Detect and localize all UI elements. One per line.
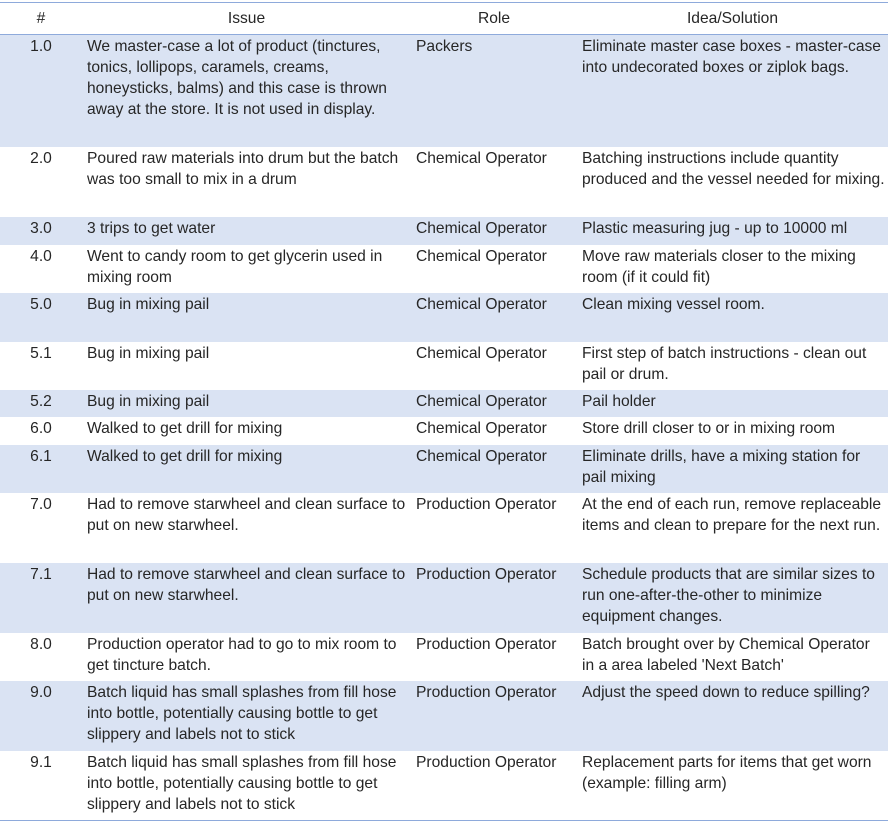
row-role: Production Operator — [416, 753, 557, 771]
table-row — [0, 417, 888, 445]
row-number: 2.0 — [30, 149, 52, 167]
table-row — [0, 245, 888, 293]
table-row — [0, 147, 888, 217]
row-issue: Walked to get drill for mixing — [82, 445, 411, 493]
row-role: Chemical Operator — [416, 344, 547, 362]
row-issue: Bug in mixing pail — [87, 344, 210, 362]
row-role: Production Operator — [416, 635, 557, 653]
row-number: 7.0 — [30, 495, 52, 513]
row-idea: At the end of each run, remove replaceable items and clean to prepare for the next run. — [582, 495, 882, 534]
row-role: Chemical Operator — [416, 419, 547, 437]
row-role: Production Operator — [411, 563, 577, 633]
row-issue: Had to remove starwheel and clean surface to put on new starwheel. — [87, 495, 406, 534]
row-issue: Production operator had to go to mix room to get tincture batch. — [87, 635, 397, 674]
row-number: 6.1 — [0, 445, 82, 493]
table-header — [0, 3, 888, 35]
table-row — [0, 390, 888, 417]
row-idea: Eliminate master case boxes - master-case into undecorated boxes or ziplok bags. — [577, 35, 888, 147]
row-number: 5.1 — [30, 344, 52, 362]
table-body — [0, 35, 888, 821]
header-row — [0, 3, 888, 35]
row-idea: First step of batch instructions - clean out pail or drum. — [582, 344, 867, 383]
row-idea: Eliminate drills, have a mixing station for pail mixing — [577, 445, 888, 493]
row-idea: Adjust the speed down to reduce spilling? — [577, 681, 888, 751]
row-number: 4.0 — [30, 247, 52, 265]
row-issue: Had to remove starwheel and clean surface to put on new starwheel. — [82, 563, 411, 633]
row-role: Chemical Operator — [411, 445, 577, 493]
table-row — [0, 342, 888, 390]
row-issue: Walked to get drill for mixing — [87, 419, 283, 437]
row-issue: 3 trips to get water — [82, 217, 411, 245]
issue-table — [0, 2, 888, 821]
header-issue: Issue — [227, 10, 266, 27]
row-idea: Plastic measuring jug - up to 10000 ml — [577, 217, 888, 245]
row-issue: Batch liquid has small splashes from fill hose into bottle, potentially causing bottle to get slippery and labels not to stick — [87, 753, 397, 813]
table-row — [0, 751, 888, 821]
table-row — [0, 293, 888, 342]
row-issue: Batch liquid has small splashes from fill hose into bottle, potentially causing bottle to get slippery and labels not to stick — [82, 681, 411, 751]
row-number: 3.0 — [0, 217, 82, 245]
row-idea: Move raw materials closer to the mixing room (if it could fit) — [582, 247, 856, 286]
row-idea: Store drill closer to or in mixing room — [582, 419, 836, 437]
row-number: 9.1 — [30, 753, 52, 771]
table-row — [0, 563, 888, 633]
row-idea: Replacement parts for items that get worn (example: filling arm) — [582, 753, 872, 792]
row-role: Chemical Operator — [411, 217, 577, 245]
table-row — [0, 633, 888, 681]
header-role: Role — [477, 10, 511, 27]
row-number: 8.0 — [30, 635, 52, 653]
table-row — [0, 35, 888, 147]
row-number: 6.0 — [30, 419, 52, 437]
row-issue: Went to candy room to get glycerin used in mixing room — [87, 247, 383, 286]
table-row — [0, 217, 888, 245]
table-row — [0, 493, 888, 563]
row-idea: Clean mixing vessel room. — [577, 293, 888, 342]
row-number: 9.0 — [0, 681, 82, 751]
row-role: Production Operator — [416, 495, 557, 513]
row-idea: Pail holder — [577, 390, 888, 417]
row-issue: Poured raw materials into drum but the batch was too small to mix in a drum — [87, 149, 399, 188]
row-role: Packers — [411, 35, 577, 147]
issue-table-container — [0, 2, 888, 821]
row-number: 5.0 — [0, 293, 82, 342]
row-role: Production Operator — [411, 681, 577, 751]
row-issue: Bug in mixing pail — [82, 390, 411, 417]
row-role: Chemical Operator — [416, 149, 547, 167]
table-row — [0, 445, 888, 493]
table-row — [0, 681, 888, 751]
row-number: 5.2 — [0, 390, 82, 417]
row-issue: We master-case a lot of product (tinctures, tonics, lollipops, caramels, creams, honeysticks, balms) and this case is thrown away at the store. It is not used in display. — [82, 35, 411, 147]
row-role: Chemical Operator — [411, 390, 577, 417]
row-role: Chemical Operator — [416, 247, 547, 265]
row-idea: Schedule products that are similar sizes to run one-after-the-other to minimize equipment changes. — [577, 563, 888, 633]
row-issue: Bug in mixing pail — [82, 293, 411, 342]
header-number: # — [36, 10, 46, 27]
header-idea-solution: Idea/Solution — [686, 10, 779, 27]
row-number: 1.0 — [0, 35, 82, 147]
row-number: 7.1 — [0, 563, 82, 633]
row-idea: Batch brought over by Chemical Operator in a area labeled 'Next Batch' — [582, 635, 870, 674]
row-idea: Batching instructions include quantity produced and the vessel needed for mixing. — [582, 149, 885, 188]
row-role: Chemical Operator — [411, 293, 577, 342]
